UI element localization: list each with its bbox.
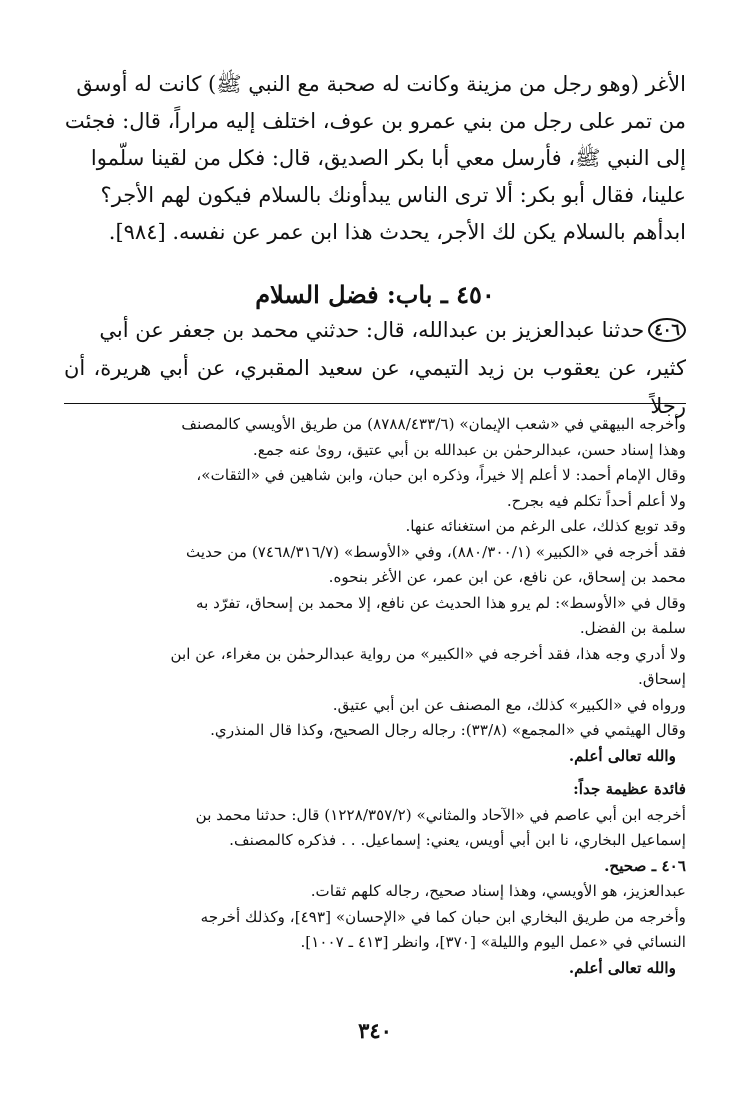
footnote-line: فقد أخرجه في «الكبير» (٨٨٠/٣٠٠/١)، وفي «الأوسط» (٧٤٦٨/٣١٦/٧) من حديث [185, 542, 686, 561]
footnote-closing: والله تعالى أعلم. [568, 746, 676, 765]
footnote-subheading: فائدة عظيمة جداً: [573, 780, 686, 798]
footnote-line: ولا أدري وجه هذا، فقد أخرجه في «الكبير» من رواية عبدالرحمٰن بن مغراء، عن ابن [170, 644, 686, 663]
footnote-line: وهذا إسناد حسن، عبدالرحمٰن بن عبدالله بن أبي عتيق، روىٰ عنه جمع. [252, 440, 686, 459]
footnote-line: وقال في «الأوسط»: لم يرو هذا الحديث عن نافع، إلا محمد بن إسحاق، تفرّد به [195, 593, 686, 612]
footnote-line: عبدالعزيز، هو الأويسي، وهذا إسناد صحيح، رجاله كلهم ثقات. [310, 882, 686, 900]
footnote-line: إسحاق. [638, 670, 686, 688]
footnote-line: وقال الإمام أحمد: لا أعلم إلا خيراً، وذكره ابن حبان، وابن شاهين في «الثقات»، [196, 466, 686, 484]
footnote-line: وقال الهيثمي في «المجمع» (٣٣/٨): رجاله رجال الصحيح، وكذا قال المنذري. [210, 721, 686, 739]
footnote-line: النسائي في «عمل اليوم والليلة» [٣٧٠]، وانظر [٤١٣ ـ ١٠٠٧]. [300, 933, 686, 951]
footnote-divider [64, 403, 686, 404]
hadith-line [64, 311, 686, 349]
footnote-line: وأخرجه البيهقي في «شعب الإيمان» (٨٧٨٨/٤٣٣/٦) من طريق الأويسي كالمصنف [181, 415, 686, 433]
footnote-line: ولا أعلم أحداً تكلم فيه بجرح. [506, 491, 686, 510]
footnote-line: أخرجه ابن أبي عاصم في «الآحاد والمثاني» (١٢٢٨/٣٥٧/٢) قال: حدثنا محمد بن [195, 805, 686, 824]
main-text-line: إلى النبي ﷺ، فأرسل معي أبا بكر الصديق، قال: فكل من لقينا سلّموا [90, 146, 686, 170]
footnote-line: وأخرجه من طريق البخاري ابن حبان كما في «الإحسان» [٤٩٣]، وكذلك أخرجه [200, 907, 686, 926]
main-text-line: الأغر (وهو رجل من مزينة وكانت له صحبة مع النبي ﷺ) كانت له أوسق [76, 72, 686, 96]
footnotes [64, 412, 686, 981]
footnote-line: ورواه في «الكبير» كذلك، مع المصنف عن ابن أبي عتيق. [332, 695, 686, 714]
main-text-line: ابدأهم بالسلام يكن لك الأجر، يحدث هذا ابن عمر عن نفسه. [٩٨٤]. [108, 220, 686, 244]
main-text [64, 66, 686, 251]
footnote-spacer [64, 769, 686, 777]
hadith-text-line1: حدثنا عبدالعزيز بن عبدالله، قال: حدثني محمد بن جعفر عن أبي [99, 318, 645, 342]
page-number: ٣٤٠ [358, 1018, 392, 1043]
footnote-line: وقد توبع كذلك، على الرغم من استغنائه عنها. [405, 517, 686, 535]
footnote-line: إسماعيل البخاري، نا ابن أبي أويس، يعني: إسماعيل. . . فذكره كالمصنف. [229, 831, 686, 849]
hadith-line: كثير، عن يعقوب بن زيد التيمي، عن سعيد المقبري، عن أبي هريرة، أن رجلاً [64, 356, 686, 418]
footnote-subheading: ٤٠٦ ـ صحيح. [604, 856, 686, 875]
footnote-closing: والله تعالى أعلم. [568, 958, 676, 977]
chapter-heading: ٤٥٠ ـ باب: فضل السلام [255, 280, 495, 309]
hadith-number-badge: ٤٠٦ [648, 318, 686, 342]
hadith-text [64, 311, 686, 425]
main-text-line: علينا، فقال أبو بكر: ألا ترى الناس يبدأونك بالسلام فيكون لهم الأجر؟ [100, 183, 686, 207]
main-text-line: من تمر على رجل من بني عمرو بن عوف، اختلف إليه مراراً، قال: فجئت [64, 109, 686, 133]
footnote-line: محمد بن إسحاق، عن نافع، عن ابن عمر، عن الأغر بنحوه. [328, 568, 686, 586]
footnote-line: سلمة بن الفضل. [579, 619, 686, 637]
